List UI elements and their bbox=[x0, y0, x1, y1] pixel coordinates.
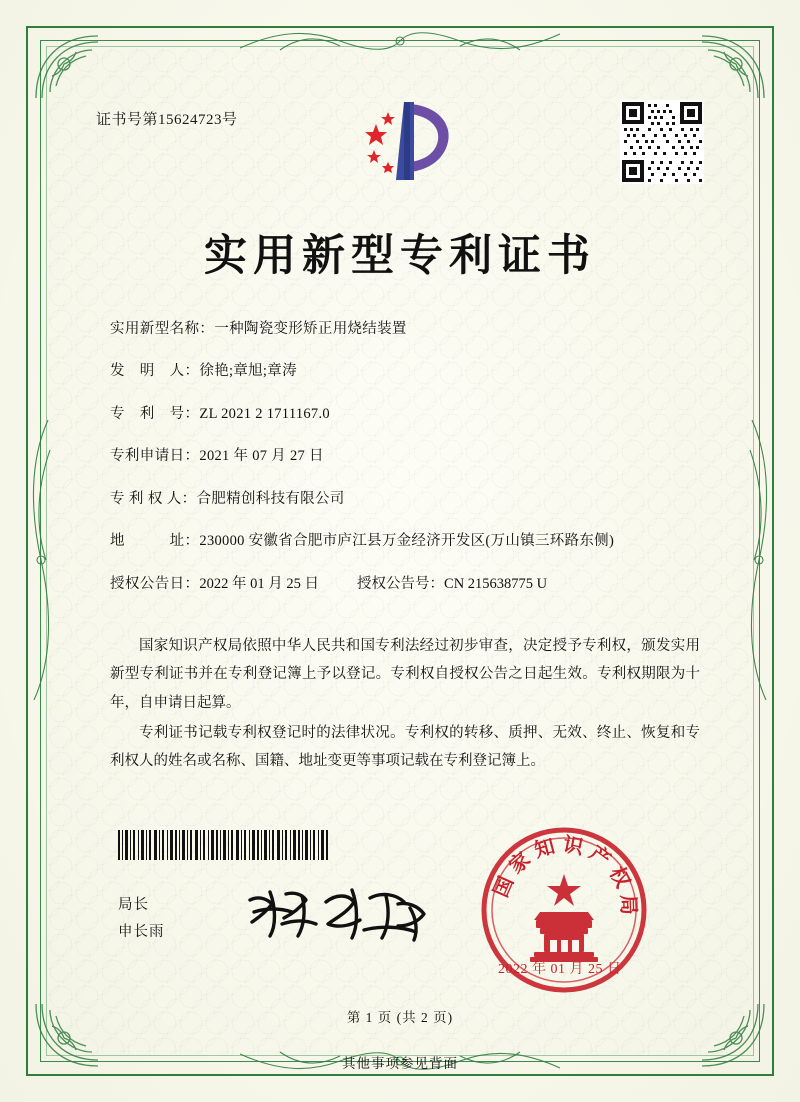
field-row-grant bbox=[110, 573, 710, 595]
footer-note: 其他事项参见背面 bbox=[342, 1056, 458, 1071]
field-row-application-date bbox=[110, 445, 710, 467]
certificate-fields bbox=[110, 318, 710, 611]
legal-text-block bbox=[110, 632, 700, 777]
field-value: 徐艳;章旭;章涛 bbox=[199, 363, 297, 380]
field-value: 230000 安徽省合肥市庐江县万金经济开发区(万山镇三环路东侧) bbox=[199, 533, 615, 550]
certificate-number: 证书号第15624723号 bbox=[96, 112, 238, 128]
signature-name: 申长雨 bbox=[118, 923, 165, 940]
field-value-grant-number: CN 215638775 U bbox=[444, 575, 548, 592]
field-row-address bbox=[110, 530, 710, 552]
edge-ornament-icon bbox=[28, 420, 54, 700]
field-label: 专 利 权 人： bbox=[110, 490, 197, 507]
legal-paragraph-1: 国家知识产权局依照中华人民共和国专利法经过初步审查，决定授予专利权，颁发实用新型专利证书并在专利登记簿上予以登记。专利权自授权公告之日起生效。专利权期限为十年，自申请日起算。 bbox=[110, 638, 700, 711]
page-title: 实用新型专利证书 bbox=[204, 231, 596, 281]
handwritten-signature bbox=[240, 878, 440, 948]
field-value: ZL 2021 2 1711167.0 bbox=[199, 405, 330, 422]
page-number: 第 1 页 (共 2 页) bbox=[346, 1010, 454, 1025]
field-label: 专利申请日： bbox=[110, 448, 200, 465]
field-row-patent-number bbox=[110, 403, 710, 425]
edge-ornament-icon bbox=[746, 420, 772, 700]
seal-date: 2022 年 01 月 25 日 bbox=[498, 962, 622, 977]
field-value-grant-date: 2022 年 01 月 25 日 bbox=[199, 575, 320, 592]
cnipa-logo-icon bbox=[352, 96, 462, 188]
edge-ornament-icon bbox=[240, 28, 560, 54]
field-value: 合肥精创科技有限公司 bbox=[196, 490, 345, 507]
field-label: 发 明 人： bbox=[110, 363, 200, 380]
legal-paragraph-2: 专利证书记载专利权登记时的法律状况。专利权的转移、质押、无效、终止、恢复和专利权人的姓名或名称、国籍、地址变更等事项记载在专利登记簿上。 bbox=[110, 724, 700, 770]
signature-block bbox=[118, 892, 165, 946]
field-value: 2021 年 07 月 27 日 bbox=[199, 448, 324, 465]
field-row-patentee bbox=[110, 488, 710, 510]
signature-role: 局长 bbox=[118, 897, 149, 913]
field-label: 专 利 号： bbox=[110, 405, 200, 422]
field-row-inventor bbox=[110, 360, 710, 382]
corner-ornament-icon bbox=[30, 30, 104, 104]
field-row-name bbox=[110, 318, 710, 340]
qr-code bbox=[620, 100, 704, 184]
field-label: 地 址： bbox=[110, 533, 200, 550]
barcode bbox=[118, 830, 328, 860]
field-value: 一种陶瓷变形矫正用烧结装置 bbox=[214, 321, 407, 337]
corner-ornament-icon bbox=[696, 30, 770, 104]
field-label: 实用新型名称： bbox=[110, 321, 215, 337]
field-label-grant-date: 授权公告日： bbox=[110, 575, 200, 592]
svg-text:国家知识产权局: 国家知识产权局 bbox=[488, 831, 642, 922]
field-label-grant-number: 授权公告号： bbox=[357, 575, 445, 592]
